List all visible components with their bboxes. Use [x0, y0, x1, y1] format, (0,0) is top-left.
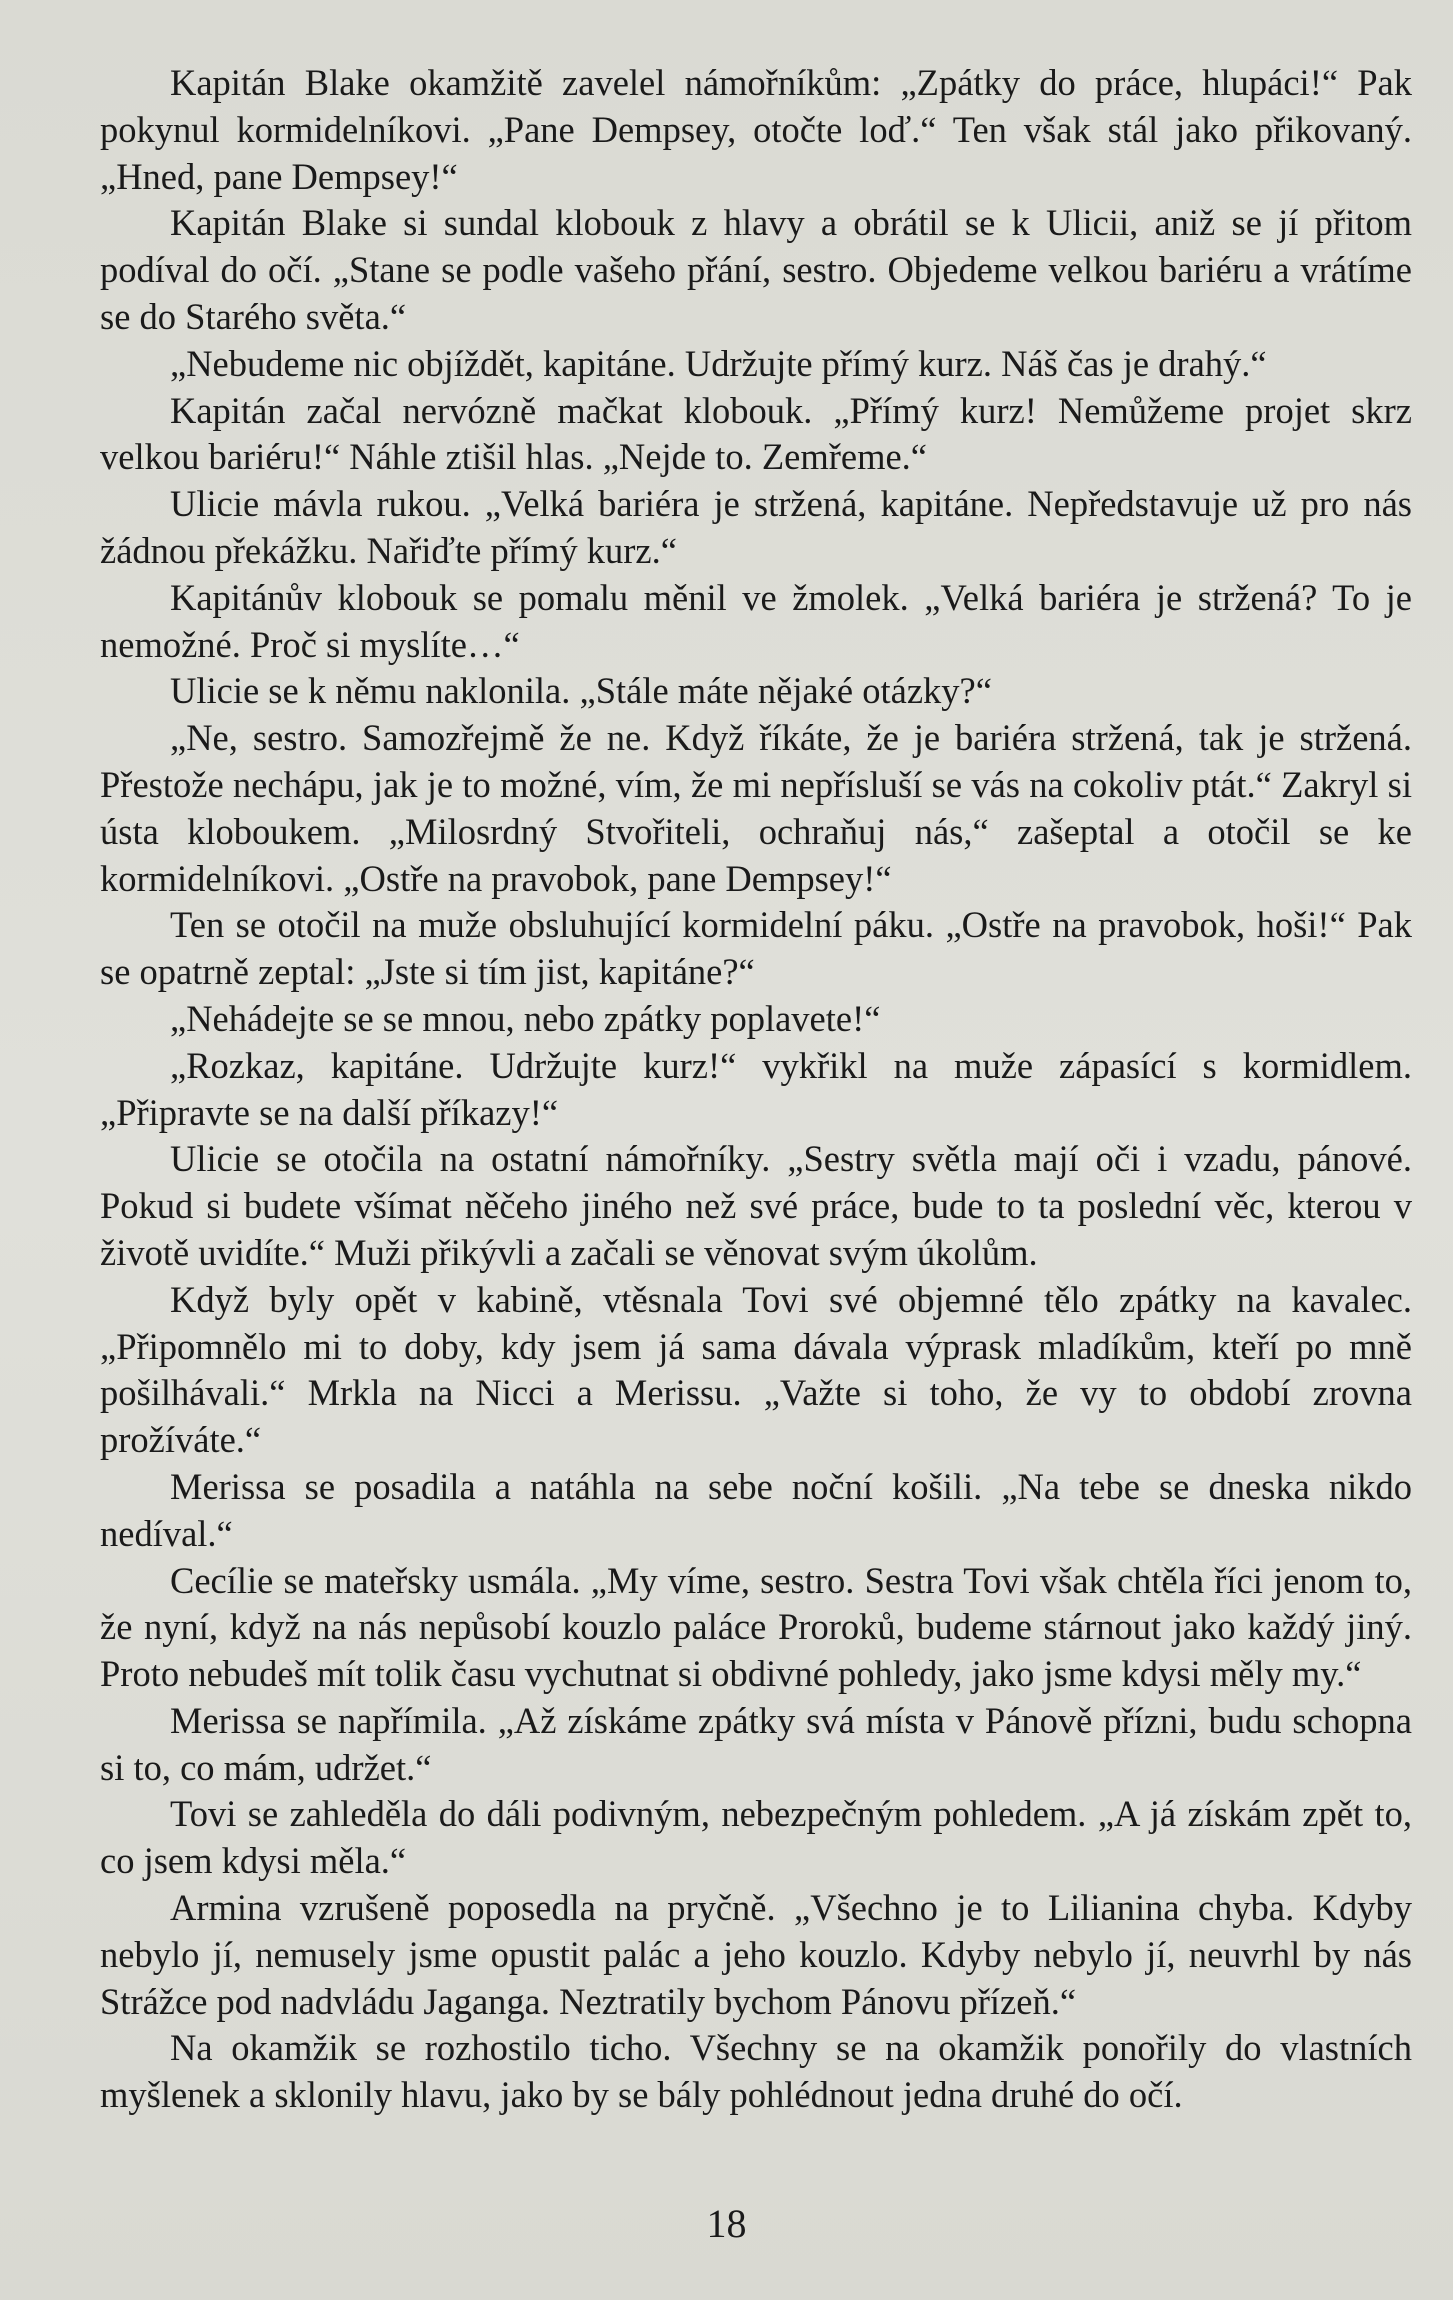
paragraph: „Ne, sestro. Samozřejmě že ne. Když říkáte, že je bariéra stržená, tak je stržená. Přestože nechápu, jak je to možné, vím, že mi nepřísluší se vás na cokoliv ptát.“ Zakryl si ústa kloboukem. „Milosrdný Stvořiteli, ochraňuj nás,“ zašeptal a otočil se ke kormidelníkovi. „Ostře na pravobok, pane Dempsey!“ — [100, 717, 1412, 899]
paragraph: Merissa se napřímila. „Až získáme zpátky svá místa v Pánově přízni, budu schopna si to, co mám, udržet.“ — [100, 1699, 1412, 1788]
paragraph: „Nehádejte se se mnou, nebo zpátky poplavete!“ — [170, 997, 881, 1039]
paragraph: Cecílie se mateřsky usmála. „My víme, sestro. Sestra Tovi však chtěla říci jenom to, že nyní, když na nás nepůsobí kouzlo paláce Proroků, budeme stárnout jako každý jiný. Proto nebudeš mít tolik času vychutnat si obdivné pohledy, jako jsme kdysi měly my.“ — [100, 1559, 1412, 1695]
page-number: 18 — [706, 2201, 747, 2246]
paragraph: Tovi se zahleděla do dáli podivným, nebezpečným pohledem. „A já získám zpět to, co jsem kdysi měla.“ — [100, 1793, 1412, 1882]
paragraph: Na okamžik se rozhostilo ticho. Všechny se na okamžik ponořily do vlastních myšlenek a sklonily hlavu, jako by se bály pohlédnout jedna druhé do očí. — [100, 2027, 1412, 2116]
paragraph: Ulicie se k němu naklonila. „Stále máte nějaké otázky?“ — [170, 670, 992, 712]
body-text — [100, 60, 1412, 2119]
paragraph: Merissa se posadila a natáhla na sebe noční košili. „Na tebe se dneska nikdo nedíval.“ — [100, 1465, 1412, 1554]
paragraph: Ten se otočil na muže obsluhující kormidelní páku. „Ostře na pravobok, hoši!“ Pak se opatrně zeptal: „Jste si tím jist, kapitáne?“ — [100, 904, 1412, 993]
paragraph: Kapitánův klobouk se pomalu měnil ve žmolek. „Velká bariéra je stržená? To je nemožné. Proč si myslíte…“ — [100, 576, 1412, 665]
paragraph: Kapitán Blake si sundal klobouk z hlavy a obrátil se k Ulicii, aniž se jí přitom podíval do očí. „Stane se podle vašeho přání, sestro. Objedeme velkou bariéru a vrátíme se do Starého světa.“ — [100, 202, 1412, 337]
paragraph: Armina vzrušeně poposedla na pryčně. „Všechno je to Lilianina chyba. Kdyby nebylo jí, nemusely jsme opustit palác a jeho kouzlo. Kdyby nebylo jí, neuvrhl by nás Strážce pod nadvládu Jaganga. Neztratily bychom Pánovu přízeň.“ — [100, 1887, 1412, 2022]
paragraph: Ulicie se otočila na ostatní námořníky. „Sestry světla mají oči i vzadu, pánové. Pokud si budete všímat něčeho jiného než své práce, bude to ta poslední věc, kterou v životě uvidíte.“ Muži přikývli a začali se věnovat svým úkolům. — [100, 1138, 1412, 1273]
paragraph: Ulicie mávla rukou. „Velká bariéra je stržená, kapitáne. Nepředstavuje už pro nás žádnou překážku. Nařiďte přímý kurz.“ — [100, 483, 1412, 571]
paragraph: „Rozkaz, kapitáne. Udržujte kurz!“ vykřikl na muže zápasící s kormidlem. „Připravte se na další příkazy!“ — [100, 1044, 1412, 1133]
paragraph: „Nebudeme nic objíždět, kapitáne. Udržujte přímý kurz. Náš čas je drahý.“ — [170, 342, 1267, 384]
paragraph: Když byly opět v kabině, vtěsnala Tovi své objemné tělo zpátky na kavalec. „Připomnělo mi to doby, kdy jsem já sama dávala výprask mladíkům, kteří po mně pošilhávali.“ Mrkla na Nicci a Merissu. „Važte si toho, že vy to období zrovna prožíváte.“ — [100, 1278, 1412, 1461]
paragraph: Kapitán začal nervózně mačkat klobouk. „Přímý kurz! Nemůžeme projet skrz velkou bariéru!“ Náhle ztišil hlas. „Nejde to. Zemřeme.“ — [100, 389, 1412, 478]
paragraph: Kapitán Blake okamžitě zavelel námořníkům: „Zpátky do práce, hlupáci!“ Pak pokynul kormidelníkovi. „Pane Dempsey, otočte loď.“ Ten však stál jako přikovaný. „Hned, pane Dempsey!“ — [100, 62, 1412, 197]
